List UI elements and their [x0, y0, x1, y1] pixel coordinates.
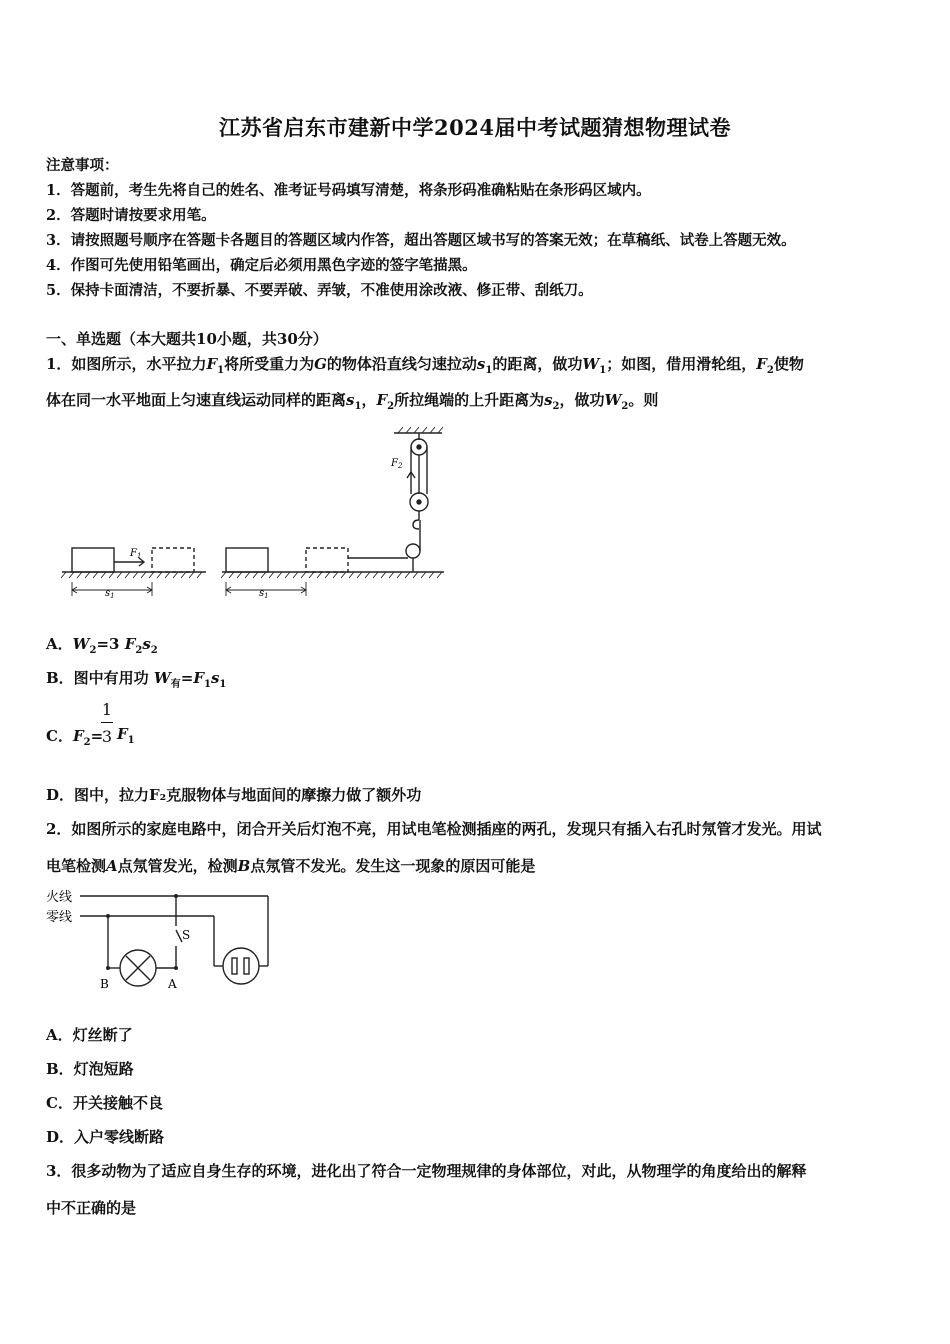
- s1-label-left: $s_1$: [105, 588, 115, 600]
- q1-option-c[interactable]: C．$F_2=$: [46, 727, 104, 748]
- switch-label: S: [182, 928, 191, 942]
- q3-stem-line2: 中不正确的是: [46, 1199, 137, 1217]
- point-a-label: A: [168, 977, 177, 991]
- f1-label: $F_1$: [130, 548, 142, 560]
- notes-heading: 注意事项：: [46, 157, 119, 174]
- q3-stem-line1: 3．很多动物为了适应自身生存的环境，进化出了符合一定物理规律的身体部位，对此，从物理学的角度给出的解释: [46, 1162, 807, 1180]
- q2-stem-line1: 2．如图所示的家庭电路中，闭合开关后灯泡不亮，用试电笔检测插座的两孔，发现只有插入右孔时氖管才发光。用试: [46, 820, 822, 838]
- q1-stem-line1: 1．如图所示，水平拉力$F_1$将所受重力为G的物体沿直线匀速拉动$s_1$的距离，做功$W_1$；如图，借用滑轮组，$F_2$使物: [46, 355, 804, 376]
- q1-figure: [58, 424, 450, 604]
- live-wire-label: 火线: [46, 890, 73, 905]
- note-item: 4．作图可先使用铅笔画出，确定后必须用黑色字迹的签字笔描黑。: [46, 257, 477, 274]
- page-title: 江苏省启东市建新中学2024届中考试题猜想物理试卷: [219, 115, 731, 140]
- q2-circuit-figure: [44, 886, 276, 996]
- q2-option-c[interactable]: C．开关接触不良: [46, 1094, 163, 1112]
- q1-option-a[interactable]: A．$W_2=3$ $F_2s_2$: [46, 635, 158, 656]
- note-item: 3．请按照题号顺序在答题卡各题目的答题区域内作答，超出答题区域书写的答案无效；在草稿纸、试卷上答题无效。: [46, 232, 796, 249]
- f2-label: $F_2$: [391, 458, 403, 470]
- q2-option-b[interactable]: B．灯泡短路: [46, 1060, 134, 1078]
- q2-option-a[interactable]: A．灯丝断了: [46, 1026, 133, 1044]
- q2-stem-line2: 电笔检测A点氖管发光，检测B点氖管不发光。发生这一现象的原因可能是: [46, 857, 536, 875]
- s1-label-right: $s_1$: [259, 588, 269, 600]
- q1-option-b[interactable]: B．图中有用功 $W_有=F_1s_1$: [46, 669, 227, 690]
- q1-option-c-f1: $F_1$: [117, 725, 135, 746]
- fraction-numerator: 1: [101, 700, 113, 719]
- note-item: 2．答题时请按要求用笔。: [46, 207, 216, 224]
- neutral-wire-label: 零线: [46, 910, 73, 925]
- fraction-denominator: 3: [101, 727, 113, 746]
- q1-option-d[interactable]: D．图中，拉力F₂克服物体与地面间的摩擦力做了额外功: [46, 786, 422, 804]
- note-item: 5．保持卡面清洁，不要折暴、不要弄破、弄皱，不准使用涂改液、修正带、刮纸刀。: [46, 282, 593, 299]
- q1-stem-line2: 体在同一水平地面上匀速直线运动同样的距离$s_1$，$F_2$所拉绳端的上升距离为$s_2$，做功$W_2$。则: [46, 391, 659, 412]
- q2-option-d[interactable]: D．入户零线断路: [46, 1128, 165, 1146]
- section-heading: 一、单选题（本大题共10小题，共30分）: [46, 330, 328, 348]
- note-item: 1．答题前，考生先将自己的姓名、准考证号码填写清楚，将条形码准确粘贴在条形码区域内。: [46, 182, 651, 199]
- fraction-bar: [101, 722, 113, 723]
- point-b-label: B: [100, 977, 109, 991]
